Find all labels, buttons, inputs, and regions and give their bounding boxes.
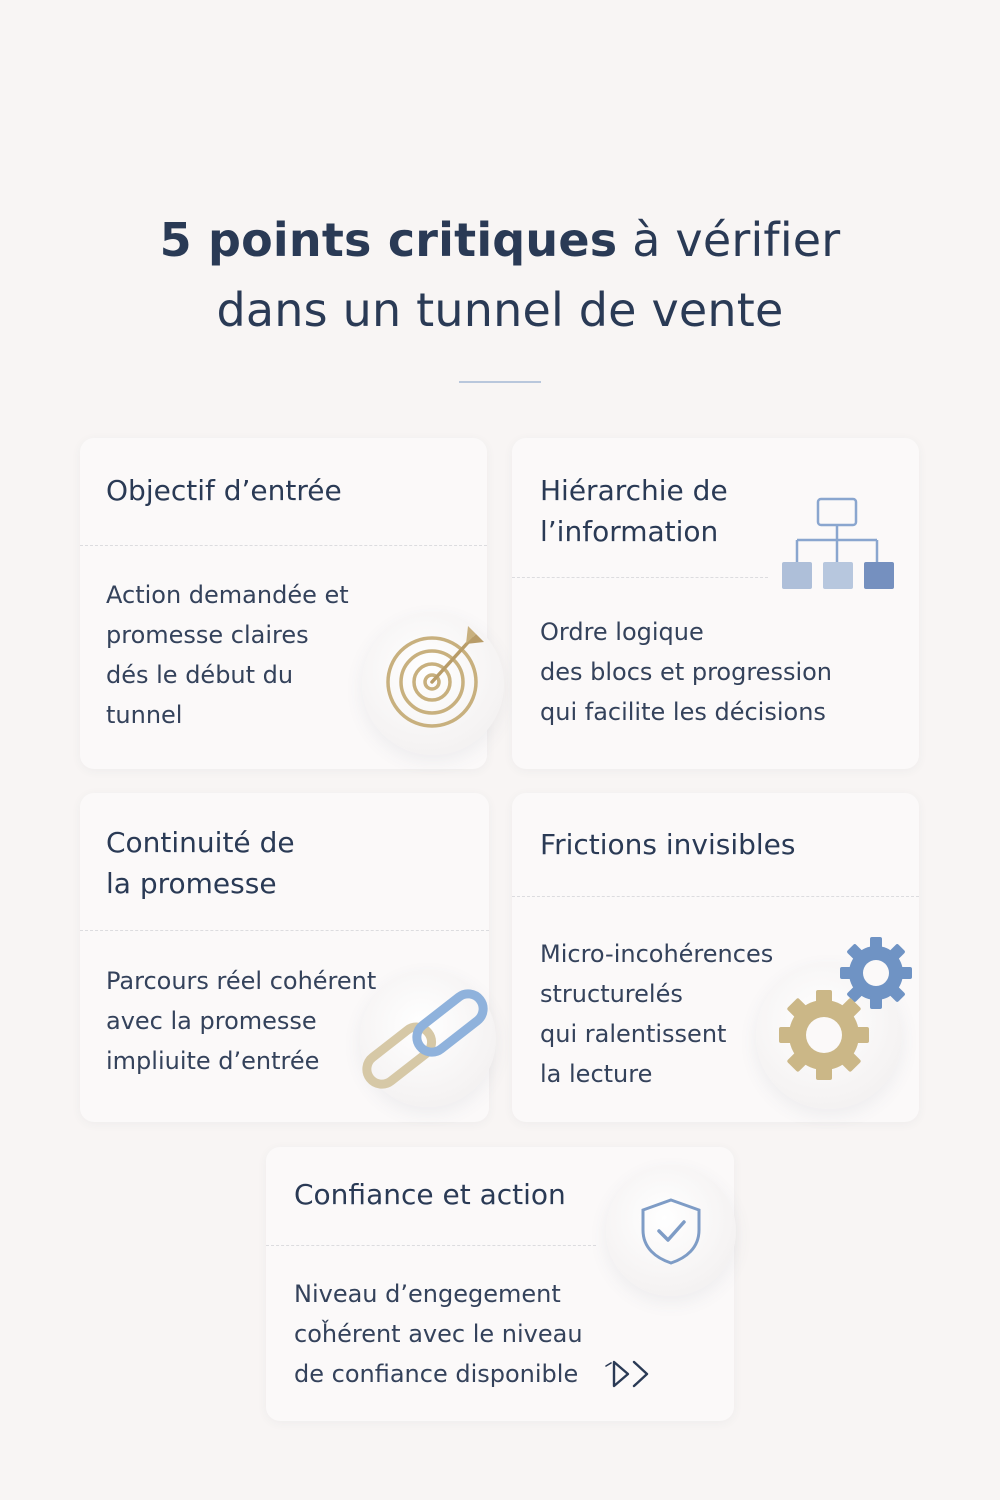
card-description (106, 961, 376, 1081)
page-title-line2: dans un tunnel de vente (216, 283, 784, 337)
card-divider (80, 545, 487, 546)
card-title-line: l’information (540, 515, 719, 548)
card-text-line: la lecture (540, 1060, 653, 1088)
card-description (106, 575, 349, 735)
card-text-line: Parcours réel cohérent (106, 967, 377, 995)
card-text-line: Action demandée et (106, 581, 349, 609)
card-text-line: impliuite d’entrée (106, 1047, 320, 1075)
card-text-line: dés le début du (106, 661, 294, 689)
card-divider (512, 577, 768, 578)
card-text-line: des blocs et progression (540, 658, 833, 686)
card-text-line: promesse claires (106, 621, 309, 649)
card-trust-action (266, 1147, 734, 1421)
gears-icon (774, 933, 916, 1083)
card-text-line: structurelés (540, 980, 683, 1008)
card-text-line: Niveau d’engegement (294, 1280, 561, 1308)
card-entry-objective (80, 438, 487, 769)
card-text-line: de confiance disponible (294, 1360, 579, 1388)
card-title: Confiance et action (294, 1178, 566, 1211)
card-title-line: Hiérarchie de (540, 474, 728, 507)
hierarchy-icon (780, 496, 898, 592)
card-text-line: coȟérent avec le niveau (294, 1320, 583, 1348)
card-title: Objectif d’entrée (106, 474, 342, 507)
card-text-line: avec la promesse (106, 1007, 317, 1035)
card-information-hierarchy (512, 438, 919, 769)
card-text-line: qui ralentissent (540, 1020, 727, 1048)
card-divider (80, 930, 489, 931)
shield-check-icon (638, 1196, 704, 1266)
card-title (540, 470, 728, 552)
double-chevron-right-icon (602, 1357, 654, 1391)
page-title (0, 205, 1000, 345)
chain-link-icon (356, 985, 496, 1095)
card-title (106, 822, 295, 904)
title-divider (459, 381, 541, 383)
card-divider (266, 1245, 596, 1246)
card-description (540, 612, 832, 732)
card-text-line: tunnel (106, 701, 183, 729)
card-promise-continuity (80, 793, 489, 1122)
page-title-bold: 5 points critiques (159, 213, 618, 267)
card-text-line: Micro-incohérences (540, 940, 774, 968)
card-invisible-frictions (512, 793, 919, 1122)
card-description (294, 1274, 583, 1394)
card-text-line: qui facilite les décisions (540, 698, 826, 726)
card-description (540, 934, 773, 1094)
card-title-line: la promesse (106, 867, 277, 900)
target-icon (380, 618, 492, 730)
card-title: Frictions invisibles (540, 828, 796, 861)
card-divider (512, 896, 919, 897)
page-title-rest: à vérifier (617, 213, 841, 267)
card-title-line: Continuité de (106, 826, 295, 859)
card-text-line: Ordre logique (540, 618, 704, 646)
